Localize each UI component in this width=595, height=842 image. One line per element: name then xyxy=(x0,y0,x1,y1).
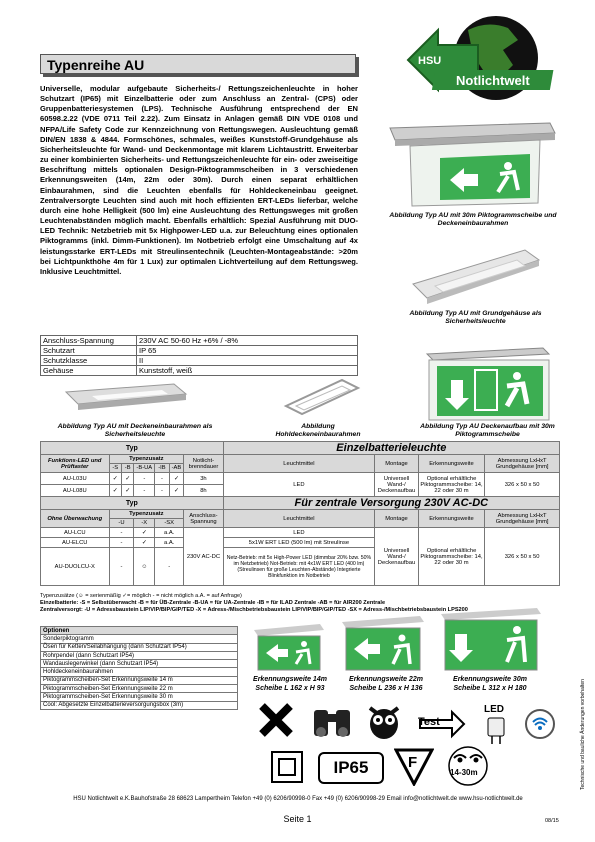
product-image-base-luminaire xyxy=(405,244,545,306)
h-leuchtmittel-2: Leuchtmittel xyxy=(223,510,375,528)
pictogram-30m xyxy=(437,606,545,672)
tz-cell: ✓ xyxy=(121,473,133,485)
tz-cell: ✓ xyxy=(109,473,121,485)
caption-img4: Abbildung Hohldeckeneinbaurahmen xyxy=(275,423,361,438)
product-image-frame xyxy=(282,376,362,418)
tz-cell: a.A. xyxy=(155,528,184,538)
options-table xyxy=(40,626,238,710)
h-tz: -U xyxy=(109,519,134,528)
row-typ: AU-DUOLCU-X xyxy=(41,548,110,586)
option-item: Sonderpiktogramm xyxy=(41,635,238,643)
spec-value: IP 65 xyxy=(137,346,358,356)
page-title: Typenreihe AU xyxy=(40,54,356,74)
lm-cell: LED xyxy=(223,473,375,497)
product-image-recessed xyxy=(62,382,190,420)
caption-img1: Abbildung Typ AU mit 30m Piktogrammscheibe und Deckeneinbaurahmen xyxy=(389,212,557,227)
typ-header-2: Typ xyxy=(41,497,224,510)
page-number: Seite 1 xyxy=(283,814,312,824)
spec-label: Schutzklasse xyxy=(41,356,137,366)
footer-contact: HSU Notlichtwelt e.K.Bauhofstraße 28 68623 Lampertheim Telefon +49 (0) 6206/90998-0 Fax +49 (0) 6206/90998-29 Email info@notlichtwelt.de www.hsu-notlichtwelt.de xyxy=(73,796,523,802)
pict-30-l2: Scheibe L 312 x H 180 xyxy=(453,684,527,692)
pict-caption-22 xyxy=(336,676,436,693)
tz-cell: a.A. xyxy=(155,538,184,548)
options-header: Optionen xyxy=(41,627,238,635)
tz-cell: - xyxy=(109,528,134,538)
logo-notlichtwelt: Notlichtwelt xyxy=(456,73,530,88)
montage-cell: Universell Wand-/ Deckenaufbau xyxy=(375,473,419,497)
pict-caption-30 xyxy=(440,676,540,693)
option-item: Piktogrammscheiben-Set Erkennungsweite 14 m xyxy=(41,676,238,684)
montage-cell-2: Universell Wand-/ Deckenaufbau xyxy=(375,528,419,586)
tz-cell: - xyxy=(109,538,134,548)
product-image-ceiling-sign xyxy=(380,118,560,208)
protection-class-ii-icon xyxy=(270,750,304,784)
viewing-distance-icon xyxy=(446,746,490,786)
h-typenzusatz: Typenzusatz xyxy=(109,455,184,464)
option-item: Piktogrammscheiben-Set Erkennungsweite 22 m xyxy=(41,685,238,693)
caption-img2: Abbildung Typ AU mit Grundgehäuse als Sicherheitsleuchte xyxy=(409,310,542,325)
brenn-cell: 8h xyxy=(184,485,223,497)
pict-30-l1: Erkennungsweite 30m xyxy=(453,676,527,683)
spec-label: Gehäuse xyxy=(41,366,137,376)
pict-14-l2: Scheibe L 162 x H 93 xyxy=(255,684,325,692)
pict-caption-14 xyxy=(242,676,338,693)
owl-icon xyxy=(364,700,404,740)
h-tz: -B-UA xyxy=(134,464,155,473)
pict-22-l1: Erkennungsweite 22m xyxy=(349,676,423,683)
legend-line-1: Typenzusätze (☺ = serienmäßig ✓= möglich - = nicht möglich a.A. = auf Anfrage) xyxy=(40,593,242,599)
spec-label: Anschluss-Spannung xyxy=(41,336,137,346)
h-notlicht: Notlicht-brenndauer xyxy=(184,455,223,473)
spec-value: 230V AC 50-60 Hz +6% / -8% xyxy=(137,336,358,346)
row-typ: AU-LCU xyxy=(41,528,110,538)
tz-cell: - xyxy=(134,473,155,485)
spec-table xyxy=(40,335,358,376)
tz-cell: - xyxy=(109,548,134,586)
h-funktion: Funktions-LED und Prüftaster xyxy=(41,455,110,473)
option-item: Cool: Abgesetzte Einzelbatterieversorgungsbox (3m) xyxy=(41,701,238,709)
doc-date: 08/15 xyxy=(545,818,559,824)
erkennung-cell: Optional erhältliche Piktogrammscheibe: 14, 22 oder 30 m xyxy=(418,473,484,497)
cross-out-icon xyxy=(256,700,296,740)
tz-cell: ✓ xyxy=(169,473,184,485)
h-leuchtmittel: Leuchtmittel xyxy=(223,455,375,473)
h-tz: -AB xyxy=(169,464,184,473)
row-typ: AU-L03U xyxy=(41,473,110,485)
option-item: Wandauslegerwinkel (dann Schutzart IP54) xyxy=(41,660,238,668)
legend-line-2: Einzelbatterie: -S = Selbstüberwacht -B = für ÜB-Zentrale -B-UA = für UA-Zentrale -IB = für ILAD Zentrale -AB = für AIR200 Zentrale xyxy=(40,600,386,606)
tz-cell: ✓ xyxy=(121,485,133,497)
ip65-icon: IP65 xyxy=(318,752,384,784)
h-tz: -X xyxy=(134,519,155,528)
h-tz: -IB xyxy=(155,464,170,473)
erkennung-cell-2: Optional erhältliche Piktogrammscheibe: 14, 22 oder 30 m xyxy=(418,528,484,586)
tz-cell: ✓ xyxy=(109,485,121,497)
h-abmessung-2: Abmessung LxHxT Grundgehäuse [mm] xyxy=(485,510,560,528)
spec-value: II xyxy=(137,356,358,366)
h-abmessung: Abmessung LxHxT Grundgehäuse [mm] xyxy=(485,455,560,473)
lm-cell: Netz-Betrieb: mit 5x High-Power LED (dimmbar 20% bzw. 50% im Netzbetrieb) Not-Betrieb: mit 4x1W ERT LED (400 lm) (Streulinsen für große Leuchten-Abstände) Integrierte Blinkfunktion im Notbetrieb xyxy=(223,548,375,586)
tz-cell: ✓ xyxy=(169,485,184,497)
h-typenzusatz-2: Typenzusatz xyxy=(109,510,184,519)
led-label: LED xyxy=(484,704,504,715)
spec-label: Schutzart xyxy=(41,346,137,356)
tz-cell: - xyxy=(155,473,170,485)
f-label: F xyxy=(408,754,418,771)
intro-text: Universelle, modular aufgebaute Sicherheits-/ Rettungszeichenleuchte in hoher Schutzart (IP65) mit Einzelbatterie oder zum Anschluss an Zentral- (CPS) oder Gruppenbatteriesystemen (LPS). Technische Ausführung entsprechend der EN 60598.2.22 (VDE 0711 Teil 2.22). Zum Einsatz in Anlagen gemäß DIN VDE 0108 und NFPA/Life Safety Code zur Kennzeichnung von Rettungswegen. Ausleuchtung gemäß DIN/EN 1838 & 4844. Formschönes, schmales, weißes Kunststoff-Grundgehäuse als Sicherheitsleuchte für Wand- und Deckenmontage mit klarem Lichtaustritt. Erweiterbar zu einer kombinierten Sicherheits- und Rettungszeichenleuchte für ein- oder zweiseitige Beschriftung mittels optionalen Design-Piktogrammscheiben in 3 verschiedenen Erkennungsweiten (14m, 22m oder 30m). Durch einen separat erhältlichen Einbaurahmen, sind die Leuchten ebenfalls für Hohldeckeneinbau geeignet. Zentralversorgte Leuchten sind auch mit hoch effizienten ERT-LEDs lieferbar, welche durch eine hohe Helligkeit (500 lm) eine Ausleuchtung des Rettungsweges mit großen Leuchtenabständen möglich macht. Ebenfalls erhältlich: Spezial Ausführung mit DUO-LED Technik: Netzbetrieb mit 5x Highpower-LED u.a. zur Beleuchtung eines optionalen Piktogramms (inkl. Dimm-Funktionen). Im Notbetrieb erfolgt eine Umschaltung auf 4x leistungsstarke ERT-LEDs mit Streulinsentechnik (Leuchten-Montageabstände: >20m bei Lichtpunkthöhe 4m für 1 Lux) zur optimalen Lichtverteilung auf dem Rettungsweg. Inklusive Leuchtmittel. xyxy=(40,84,358,276)
spec-value: Kunststoff, weiß xyxy=(137,366,358,376)
range-label: 14-30m xyxy=(450,768,478,777)
caption-img3: Abbildung Typ AU mit Deckeneinbaurahmen als Sicherheitsleuchte xyxy=(57,423,213,438)
brenn-cell: 3h xyxy=(184,473,223,485)
h-montage: Montage xyxy=(375,455,419,473)
product-image-surface-sign xyxy=(423,346,553,421)
legend-line-3: Zentralversorgt: -U = Adressbaustein LIP/VIP/BIP/GIP/TED -X = Adress-/Mischbetriebsbaustein LIP/VIP/BIP/GIP/TED -SX = Adress-/Mischbetriebsbaustein LPS200 xyxy=(40,607,468,613)
h-tz: -S xyxy=(109,464,121,473)
h-montage-2: Montage xyxy=(375,510,419,528)
test-label: Test xyxy=(418,716,440,728)
option-item: Ösen für Ketten/Seilabhängung (dann Schutzart IP54) xyxy=(41,643,238,651)
h-erkennung: Erkennungsweite xyxy=(418,455,484,473)
tz-cell: - xyxy=(134,485,155,497)
typ-header: Typ xyxy=(41,442,224,455)
vertical-note: Technische und bauliche Änderungen vorbehalten xyxy=(580,679,586,790)
row-typ: AU-ELCU xyxy=(41,538,110,548)
tz-cell: ✓ xyxy=(134,538,155,548)
h-ohne: Ohne Überwachung xyxy=(41,510,110,528)
logo-hsu: HSU xyxy=(418,55,442,67)
tz-cell: ✓ xyxy=(134,528,155,538)
spannung-cell: 230V AC-DC xyxy=(184,528,223,586)
lm-cell: 5x1W ERT LED (500 lm) mit Streulinse xyxy=(223,538,375,548)
option-item: Rohrpendel (dann Schutzart IP54) xyxy=(41,651,238,659)
caption-img5: Abbildung Typ AU Deckenaufbau mit 30m Piktogrammscheibe xyxy=(420,423,555,438)
wireless-icon xyxy=(524,708,556,740)
h-tz: -B xyxy=(121,464,133,473)
pict-22-l2: Scheibe L 236 x H 136 xyxy=(349,684,423,692)
binoculars-icon xyxy=(310,700,354,740)
section-zentral: Für zentrale Versorgung 230V AC-DC xyxy=(223,497,559,510)
abmessung-cell: 326 x 50 x 50 xyxy=(485,473,560,497)
option-item: Hohldeckeneinbaurahmen xyxy=(41,668,238,676)
option-item: Piktogrammscheiben-Set Erkennungsweite 30 m xyxy=(41,693,238,701)
row-typ: AU-L08U xyxy=(41,485,110,497)
pictogram-14m xyxy=(250,622,328,672)
h-tz: -SX xyxy=(155,519,184,528)
pictogram-22m xyxy=(338,614,428,672)
pict-14-l1: Erkennungsweite 14m xyxy=(253,676,327,683)
h-erkennung-2: Erkennungsweite xyxy=(418,510,484,528)
lm-cell: LED xyxy=(223,528,375,538)
hsu-logo xyxy=(378,10,568,110)
section-einzelbatterie: Einzelbatterieleuchte xyxy=(223,442,559,455)
h-anschluss: Anschluss-Spannung xyxy=(184,510,223,528)
tz-cell: - xyxy=(155,548,184,586)
abmessung-cell-2: 326 x 50 x 50 xyxy=(485,528,560,586)
tz-cell: ☺ xyxy=(134,548,155,586)
product-table xyxy=(40,441,560,586)
tz-cell: - xyxy=(155,485,170,497)
